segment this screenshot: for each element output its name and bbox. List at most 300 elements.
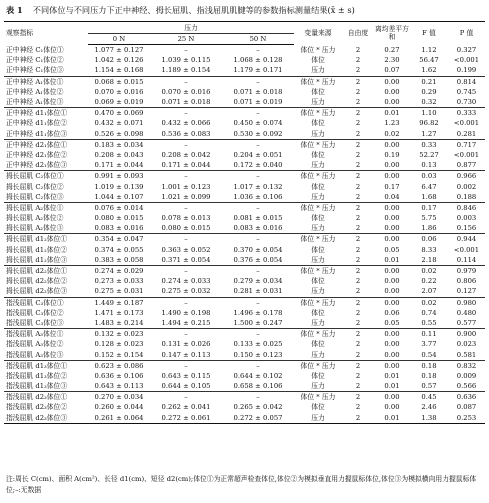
cell-pressure-25n: 0.208 ± 0.042 [161, 150, 211, 159]
cell-pressure-0n: 0.260 ± 0.044 [94, 403, 144, 412]
cell-pressure-50n: – [256, 298, 260, 307]
cell-f-value: 0.02 [421, 298, 437, 307]
cell-ms: 0.01 [384, 109, 400, 118]
cell-ms: 0.07 [384, 66, 400, 75]
cell-pressure-0n: 0.070 ± 0.016 [94, 87, 144, 96]
cell-indicator: 拇长屈肌 A₂体位① [6, 203, 64, 212]
cell-ms: 0.00 [384, 140, 400, 149]
cell-pressure-0n: 0.270 ± 0.034 [94, 393, 144, 402]
cell-source: 体位 [311, 403, 325, 412]
cell-pressure-50n: – [256, 109, 260, 118]
cell-f-value: 0.21 [421, 77, 437, 86]
cell-indicator: 指浅屈肌 d2₃体位② [6, 403, 68, 412]
cell-ms: 0.00 [384, 267, 400, 276]
cell-source: 压力 [311, 350, 325, 359]
cell-df: 2 [355, 66, 361, 75]
cell-df: 2 [355, 214, 361, 223]
cell-f-value: 0.33 [421, 140, 437, 149]
cell-source: 体位 * 压力 [300, 172, 336, 181]
cell-p-value: 0.281 [456, 129, 477, 138]
cell-indicator: 指浅屈肌 d1₃体位① [6, 361, 68, 370]
cell-pressure-0n: 0.643 ± 0.113 [94, 382, 144, 391]
cell-pressure-50n: 0.081 ± 0.015 [233, 214, 283, 223]
cell-pressure-0n: 0.526 ± 0.098 [94, 129, 144, 138]
cell-pressure-50n: 0.376 ± 0.054 [233, 255, 283, 264]
cell-indicator: 指浅屈肌 d1₃体位③ [6, 382, 68, 391]
cell-df: 2 [355, 340, 361, 349]
cell-df: 2 [355, 371, 361, 380]
table-row [4, 392, 485, 403]
cell-pressure-0n: 1.019 ± 0.139 [94, 182, 144, 191]
cell-pressure-0n: 0.171 ± 0.044 [94, 161, 144, 170]
cell-df: 2 [355, 87, 361, 96]
cell-df: 2 [355, 403, 361, 412]
cell-indicator: 指浅屈肌 C₃体位① [6, 298, 64, 307]
cell-pressure-25n: 0.371 ± 0.054 [161, 255, 211, 264]
table-note: 注:周长 C(cm)、面积 A(cm²)、长径 d1(cm)、短径 d2(cm);体位①为正常超声检查体位,体位②为模拟垂直用力握鼠标体位,体位③为模拟横向用力握鼠标体位;–:无数据 [6, 475, 477, 494]
cell-p-value: 0.327 [456, 45, 477, 54]
cell-ms: 0.00 [384, 330, 400, 339]
cell-pressure-50n: 1.068 ± 0.128 [233, 56, 283, 65]
cell-ms: 1.23 [384, 119, 400, 128]
cell-df: 2 [355, 150, 361, 159]
cell-df: 2 [355, 330, 361, 339]
cell-pressure-0n: 0.083 ± 0.016 [94, 224, 144, 233]
cell-pressure-25n: 0.147 ± 0.113 [161, 350, 211, 359]
cell-ms: 0.00 [384, 77, 400, 86]
cell-f-value: 0.11 [421, 330, 437, 339]
cell-ms: 0.04 [384, 192, 400, 201]
table-row [4, 202, 485, 213]
cell-indicator: 拇长屈肌 C₂体位③ [6, 192, 64, 201]
cell-f-value: 5.75 [421, 214, 437, 223]
cell-pressure-25n: 1.039 ± 0.115 [161, 56, 211, 65]
cell-df: 2 [355, 267, 361, 276]
table-row [4, 150, 485, 160]
table-row [4, 329, 485, 340]
cell-source: 压力 [311, 129, 325, 138]
cell-p-value: 0.199 [456, 66, 477, 75]
cell-pressure-50n: 0.658 ± 0.106 [233, 382, 283, 391]
cell-pressure-0n: 0.132 ± 0.023 [94, 330, 144, 339]
cell-source: 体位 [311, 371, 325, 380]
cell-pressure-25n: 0.080 ± 0.015 [161, 224, 211, 233]
cell-df: 2 [355, 161, 361, 170]
cell-source: 压力 [311, 98, 325, 107]
cell-pressure-25n: 0.070 ± 0.016 [161, 87, 211, 96]
cell-ms: 0.02 [384, 129, 400, 138]
table-row [4, 255, 485, 266]
cell-indicator: 拇长屈肌 A₂体位③ [6, 224, 64, 233]
cell-pressure-50n: 0.083 ± 0.016 [233, 224, 283, 233]
cell-p-value: 0.333 [456, 109, 477, 118]
header-df: 自由度 [342, 22, 374, 45]
cell-source: 体位 [311, 87, 325, 96]
cell-source: 压力 [311, 287, 325, 296]
cell-ms: 0.05 [384, 318, 400, 327]
cell-pressure-0n: 1.483 ± 0.214 [94, 318, 144, 327]
cell-pressure-50n: 0.133 ± 0.025 [233, 340, 283, 349]
cell-ms: 0.27 [384, 45, 400, 54]
cell-pressure-50n: 0.450 ± 0.074 [233, 119, 283, 128]
table-row [4, 97, 485, 108]
cell-f-value: 56.47 [419, 56, 439, 65]
cell-df: 2 [355, 255, 361, 264]
cell-f-value: 0.06 [421, 235, 437, 244]
cell-pressure-0n: 0.208 ± 0.043 [94, 150, 144, 159]
cell-indicator: 正中神经 A₁体位③ [6, 98, 64, 107]
cell-pressure-25n: 0.536 ± 0.083 [161, 129, 211, 138]
cell-pressure-50n: 1.036 ± 0.106 [233, 192, 283, 201]
cell-f-value: 1.62 [421, 66, 437, 75]
cell-pressure-50n: – [256, 330, 260, 339]
cell-df: 2 [355, 382, 361, 391]
cell-pressure-25n: – [184, 235, 188, 244]
cell-pressure-25n: 0.131 ± 0.026 [161, 340, 211, 349]
cell-f-value: 0.55 [421, 318, 437, 327]
cell-ms: 0.00 [384, 393, 400, 402]
cell-indicator: 指浅屈肌 d1₃体位② [6, 371, 68, 380]
cell-ms: 0.00 [384, 277, 400, 286]
cell-df: 2 [355, 235, 361, 244]
cell-df: 2 [355, 98, 361, 107]
cell-p-value: 0.114 [456, 255, 477, 264]
cell-pressure-0n: 1.042 ± 0.126 [94, 56, 144, 65]
cell-indicator: 正中神经 C₁体位② [6, 56, 64, 65]
cell-f-value: 0.03 [421, 172, 437, 181]
cell-pressure-50n: 1.500 ± 0.247 [233, 318, 283, 327]
cell-ms: 0.00 [384, 203, 400, 212]
cell-ms: 0.01 [374, 413, 410, 424]
table-row [4, 308, 485, 318]
header-indicator: 观察指标 [4, 22, 88, 45]
cell-pressure-0n: 0.273 ± 0.033 [94, 277, 144, 286]
cell-ms: 0.00 [384, 161, 400, 170]
cell-p-value: 0.900 [456, 330, 477, 339]
cell-p-value: 0.087 [456, 403, 477, 412]
table-row [4, 339, 485, 349]
cell-indicator: 正中神经 d1₁体位① [6, 109, 68, 118]
cell-source: 体位 * 压力 [300, 140, 336, 149]
cell-p-value: 0.730 [456, 98, 477, 107]
header-pressure: 压力 [88, 22, 294, 34]
header-source: 变量来源 [294, 22, 342, 45]
cell-pressure-0n: 0.080 ± 0.015 [94, 214, 144, 223]
cell-df: 2 [355, 350, 361, 359]
cell-indicator: 指浅屈肌 C₃体位② [6, 308, 64, 317]
cell-source: 体位 [311, 277, 325, 286]
table-row [4, 349, 485, 360]
table-row [4, 276, 485, 286]
table-title: 不同体位与不同压力下正中神经、拇长屈肌、指浅屈肌肌腱等的参数指标测量结果(x̄ ± s) [32, 5, 355, 15]
cell-pressure-0n: 0.374 ± 0.055 [94, 245, 144, 254]
cell-p-value: 0.717 [456, 140, 477, 149]
cell-ms: 0.05 [384, 245, 400, 254]
cell-pressure-0n: 0.076 ± 0.014 [94, 203, 144, 212]
cell-source: 体位 * 压力 [300, 361, 336, 370]
cell-source: 压力 [311, 224, 325, 233]
cell-indicator: 拇长屈肌 d2₂体位② [6, 277, 68, 286]
cell-p-value: 0.188 [456, 192, 477, 201]
cell-pressure-25n: 1.021 ± 0.099 [161, 192, 211, 201]
cell-pressure-50n: – [256, 46, 260, 55]
table-row [4, 160, 485, 171]
cell-df: 2 [342, 413, 374, 424]
cell-pressure-0n: 0.432 ± 0.071 [94, 119, 144, 128]
cell-df: 2 [355, 318, 361, 327]
cell-indicator: 正中神经 d2₁体位③ [6, 161, 68, 170]
table-row [4, 223, 485, 234]
cell-df: 2 [355, 361, 361, 370]
cell-pressure-25n: 0.071 ± 0.018 [161, 98, 211, 107]
cell-pressure-50n: 1.179 ± 0.171 [233, 66, 283, 75]
cell-f-value: 0.02 [421, 267, 437, 276]
cell-indicator: 拇长屈肌 d1₂体位② [6, 245, 68, 254]
cell-df: 2 [355, 172, 361, 181]
table-row [4, 297, 485, 308]
cell-pressure-25n: 0.275 ± 0.032 [161, 287, 211, 296]
cell-ms: 0.00 [384, 287, 400, 296]
cell-df: 2 [355, 109, 361, 118]
cell-pressure-50n: – [256, 140, 260, 149]
cell-pressure-25n: – [184, 267, 188, 276]
cell-source: 体位 [311, 56, 325, 65]
cell-p-value: 0.966 [456, 172, 477, 181]
cell-ms: 0.00 [384, 403, 400, 412]
table-body [4, 45, 485, 424]
cell-source: 体位 [311, 214, 325, 223]
cell-p-value: 0.480 [456, 308, 477, 317]
cell-pressure-0n: 0.470 ± 0.069 [94, 109, 144, 118]
cell-p-value: 0.566 [456, 382, 477, 391]
cell-p-value: 0.002 [456, 182, 477, 191]
cell-f-value: 6.47 [421, 182, 437, 191]
cell-ms: 0.00 [384, 224, 400, 233]
header-50n: 50 N [222, 34, 294, 45]
cell-pressure-0n: 1.077 ± 0.127 [94, 46, 144, 55]
cell-indicator: 指浅屈肌 A₃体位① [6, 330, 64, 339]
cell-p-value: 0.003 [456, 214, 477, 223]
cell-p-value: 0.814 [456, 77, 477, 86]
cell-pressure-0n: 0.261 ± 0.064 [88, 413, 150, 424]
table-row [4, 118, 485, 128]
cell-pressure-25n: 0.171 ± 0.044 [161, 161, 211, 170]
cell-source: 体位 [311, 182, 325, 191]
cell-f-value: 1.10 [421, 109, 437, 118]
cell-pressure-0n: 0.152 ± 0.154 [94, 350, 144, 359]
cell-df: 2 [355, 129, 361, 138]
cell-p-value: 0.581 [456, 350, 477, 359]
cell-source: 体位 * 压力 [300, 203, 336, 212]
cell-p-value: 0.979 [456, 267, 477, 276]
cell-pressure-50n: – [256, 203, 260, 212]
cell-pressure-25n: – [184, 361, 188, 370]
cell-f-value: 0.18 [421, 371, 437, 380]
cell-pressure-25n: 1.189 ± 0.154 [161, 66, 211, 75]
cell-indicator: 拇长屈肌 C₂体位② [6, 182, 64, 191]
cell-source: 压力 [311, 66, 325, 75]
cell-source: 体位 * 压力 [300, 330, 336, 339]
cell-ms: 0.01 [384, 382, 400, 391]
cell-df: 2 [355, 308, 361, 317]
cell-f-value: 1.12 [421, 45, 437, 54]
cell-df: 2 [355, 56, 361, 65]
cell-pressure-50n: – [256, 235, 260, 244]
cell-ms: 0.00 [384, 98, 400, 107]
table-row [4, 181, 485, 191]
cell-source: 压力 [311, 192, 325, 201]
cell-source: 体位 * 压力 [300, 45, 336, 54]
cell-p-value: <0.001 [453, 150, 480, 159]
cell-source: 体位 * 压力 [300, 267, 336, 276]
cell-p-value: 0.023 [456, 340, 477, 349]
cell-df: 2 [355, 140, 361, 149]
cell-pressure-50n: 0.172 ± 0.040 [233, 161, 283, 170]
cell-pressure-25n: 1.001 ± 0.123 [161, 182, 211, 191]
cell-pressure-25n: – [184, 203, 188, 212]
table-row [4, 402, 485, 412]
header-f: F 值 [410, 22, 448, 45]
cell-indicator: 指浅屈肌 A₃体位② [6, 340, 64, 349]
cell-source: 体位 [311, 340, 325, 349]
cell-df: 2 [355, 182, 361, 191]
cell-source: 体位 * 压力 [300, 77, 336, 86]
cell-indicator: 拇长屈肌 d1₂体位① [6, 235, 68, 244]
cell-pressure-25n: – [184, 140, 188, 149]
table-row [4, 171, 485, 182]
table-row [4, 129, 485, 140]
cell-pressure-25n: – [184, 172, 188, 181]
cell-pressure-0n: 0.068 ± 0.015 [94, 77, 144, 86]
cell-f-value: 0.74 [421, 308, 437, 317]
cell-ms: 0.00 [384, 361, 400, 370]
cell-pressure-50n: 0.150 ± 0.123 [233, 350, 283, 359]
cell-ms: 0.00 [384, 87, 400, 96]
cell-indicator: 正中神经 C₁体位① [6, 45, 64, 54]
cell-pressure-25n: 0.363 ± 0.052 [161, 245, 211, 254]
cell-source: 压力 [294, 413, 342, 424]
cell-ms: 0.00 [384, 235, 400, 244]
cell-source: 体位 [311, 308, 325, 317]
cell-f-value: 0.45 [421, 393, 437, 402]
table-row [4, 55, 485, 65]
cell-indicator: 正中神经 d1₁体位③ [6, 129, 68, 138]
cell-p-value: 0.009 [456, 371, 477, 380]
cell-indicator: 指浅屈肌 C₃体位③ [6, 318, 64, 327]
cell-indicator: 指浅屈肌 A₃体位③ [6, 350, 64, 359]
cell-pressure-25n: 0.432 ± 0.066 [161, 119, 211, 128]
cell-pressure-25n: – [184, 77, 188, 86]
cell-pressure-0n: 1.154 ± 0.168 [94, 66, 144, 75]
cell-pressure-50n: 0.530 ± 0.092 [233, 129, 283, 138]
table-row [4, 139, 485, 150]
cell-source: 体位 [311, 119, 325, 128]
cell-pressure-25n: – [184, 393, 188, 402]
cell-p-value: 0.745 [456, 87, 477, 96]
table-row [4, 76, 485, 87]
cell-f-value: 0.54 [421, 350, 437, 359]
cell-df: 2 [355, 203, 361, 212]
cell-indicator: 指浅屈肌 d2₃体位① [6, 393, 68, 402]
header-0n: 0 N [88, 34, 150, 45]
cell-df: 2 [355, 393, 361, 402]
cell-f-value: 2.18 [421, 255, 437, 264]
cell-pressure-50n: 0.265 ± 0.042 [233, 403, 283, 412]
cell-indicator: 拇长屈肌 C₂体位① [6, 172, 64, 181]
cell-df: 2 [355, 298, 361, 307]
cell-indicator: 正中神经 A₁体位② [6, 87, 64, 96]
cell-source: 压力 [311, 255, 325, 264]
cell-pressure-0n: 0.636 ± 0.106 [94, 371, 144, 380]
cell-indicator: 正中神经 d2₁体位① [6, 140, 68, 149]
cell-pressure-50n: – [256, 393, 260, 402]
table-row [4, 245, 485, 255]
cell-pressure-0n: 1.449 ± 0.187 [94, 298, 144, 307]
cell-source: 体位 * 压力 [300, 235, 336, 244]
cell-ms: 2.30 [384, 56, 400, 65]
cell-pressure-50n: 0.279 ± 0.034 [233, 277, 283, 286]
cell-ms: 0.00 [384, 350, 400, 359]
table-row [4, 265, 485, 276]
cell-f-value: 0.18 [421, 361, 437, 370]
cell-pressure-0n: 0.383 ± 0.058 [94, 255, 144, 264]
cell-pressure-25n: – [184, 109, 188, 118]
cell-f-value: 1.27 [421, 129, 437, 138]
cell-p-value: 0.253 [448, 413, 485, 424]
table-row [4, 87, 485, 97]
cell-pressure-25n: 0.272 ± 0.061 [150, 413, 222, 424]
cell-pressure-50n: – [256, 267, 260, 276]
cell-pressure-50n: – [256, 172, 260, 181]
cell-pressure-50n: 0.071 ± 0.018 [233, 87, 283, 96]
table-row [4, 381, 485, 392]
cell-ms: 0.01 [384, 255, 400, 264]
cell-p-value: 0.636 [456, 393, 477, 402]
header-p: P 值 [448, 22, 485, 45]
cell-pressure-0n: 1.044 ± 0.107 [94, 192, 144, 201]
cell-ms: 0.00 [384, 172, 400, 181]
cell-f-value: 2.46 [421, 403, 437, 412]
cell-p-value: 0.127 [456, 287, 477, 296]
table-number: 表 1 [6, 5, 23, 15]
results-table [4, 21, 485, 424]
cell-pressure-0n: 0.623 ± 0.086 [94, 361, 144, 370]
cell-f-value: 8.33 [421, 245, 437, 254]
cell-source: 体位 * 压力 [300, 298, 336, 307]
cell-pressure-50n: – [256, 361, 260, 370]
cell-pressure-50n: 0.281 ± 0.031 [233, 287, 283, 296]
cell-pressure-50n: 1.017 ± 0.132 [233, 182, 283, 191]
cell-pressure-50n: 0.644 ± 0.102 [233, 371, 283, 380]
cell-p-value: 0.832 [456, 361, 477, 370]
cell-f-value: 2.07 [421, 287, 437, 296]
cell-pressure-25n: 0.644 ± 0.105 [161, 382, 211, 391]
cell-p-value: 0.877 [456, 161, 477, 170]
cell-df: 2 [355, 245, 361, 254]
cell-f-value: 52.27 [419, 150, 439, 159]
table-caption [6, 3, 484, 17]
cell-p-value: 0.577 [456, 318, 477, 327]
cell-indicator: 拇长屈肌 d2₂体位③ [6, 287, 68, 296]
cell-f-value: 0.13 [421, 161, 437, 170]
cell-indicator: 拇长屈肌 d2₂体位① [6, 267, 68, 276]
cell-p-value: 0.944 [456, 235, 477, 244]
cell-p-value: <0.001 [453, 245, 480, 254]
cell-f-value: 1.86 [421, 224, 437, 233]
cell-p-value: 0.806 [456, 277, 477, 286]
cell-pressure-50n: 0.272 ± 0.057 [222, 413, 294, 424]
header-25n: 25 N [150, 34, 222, 45]
